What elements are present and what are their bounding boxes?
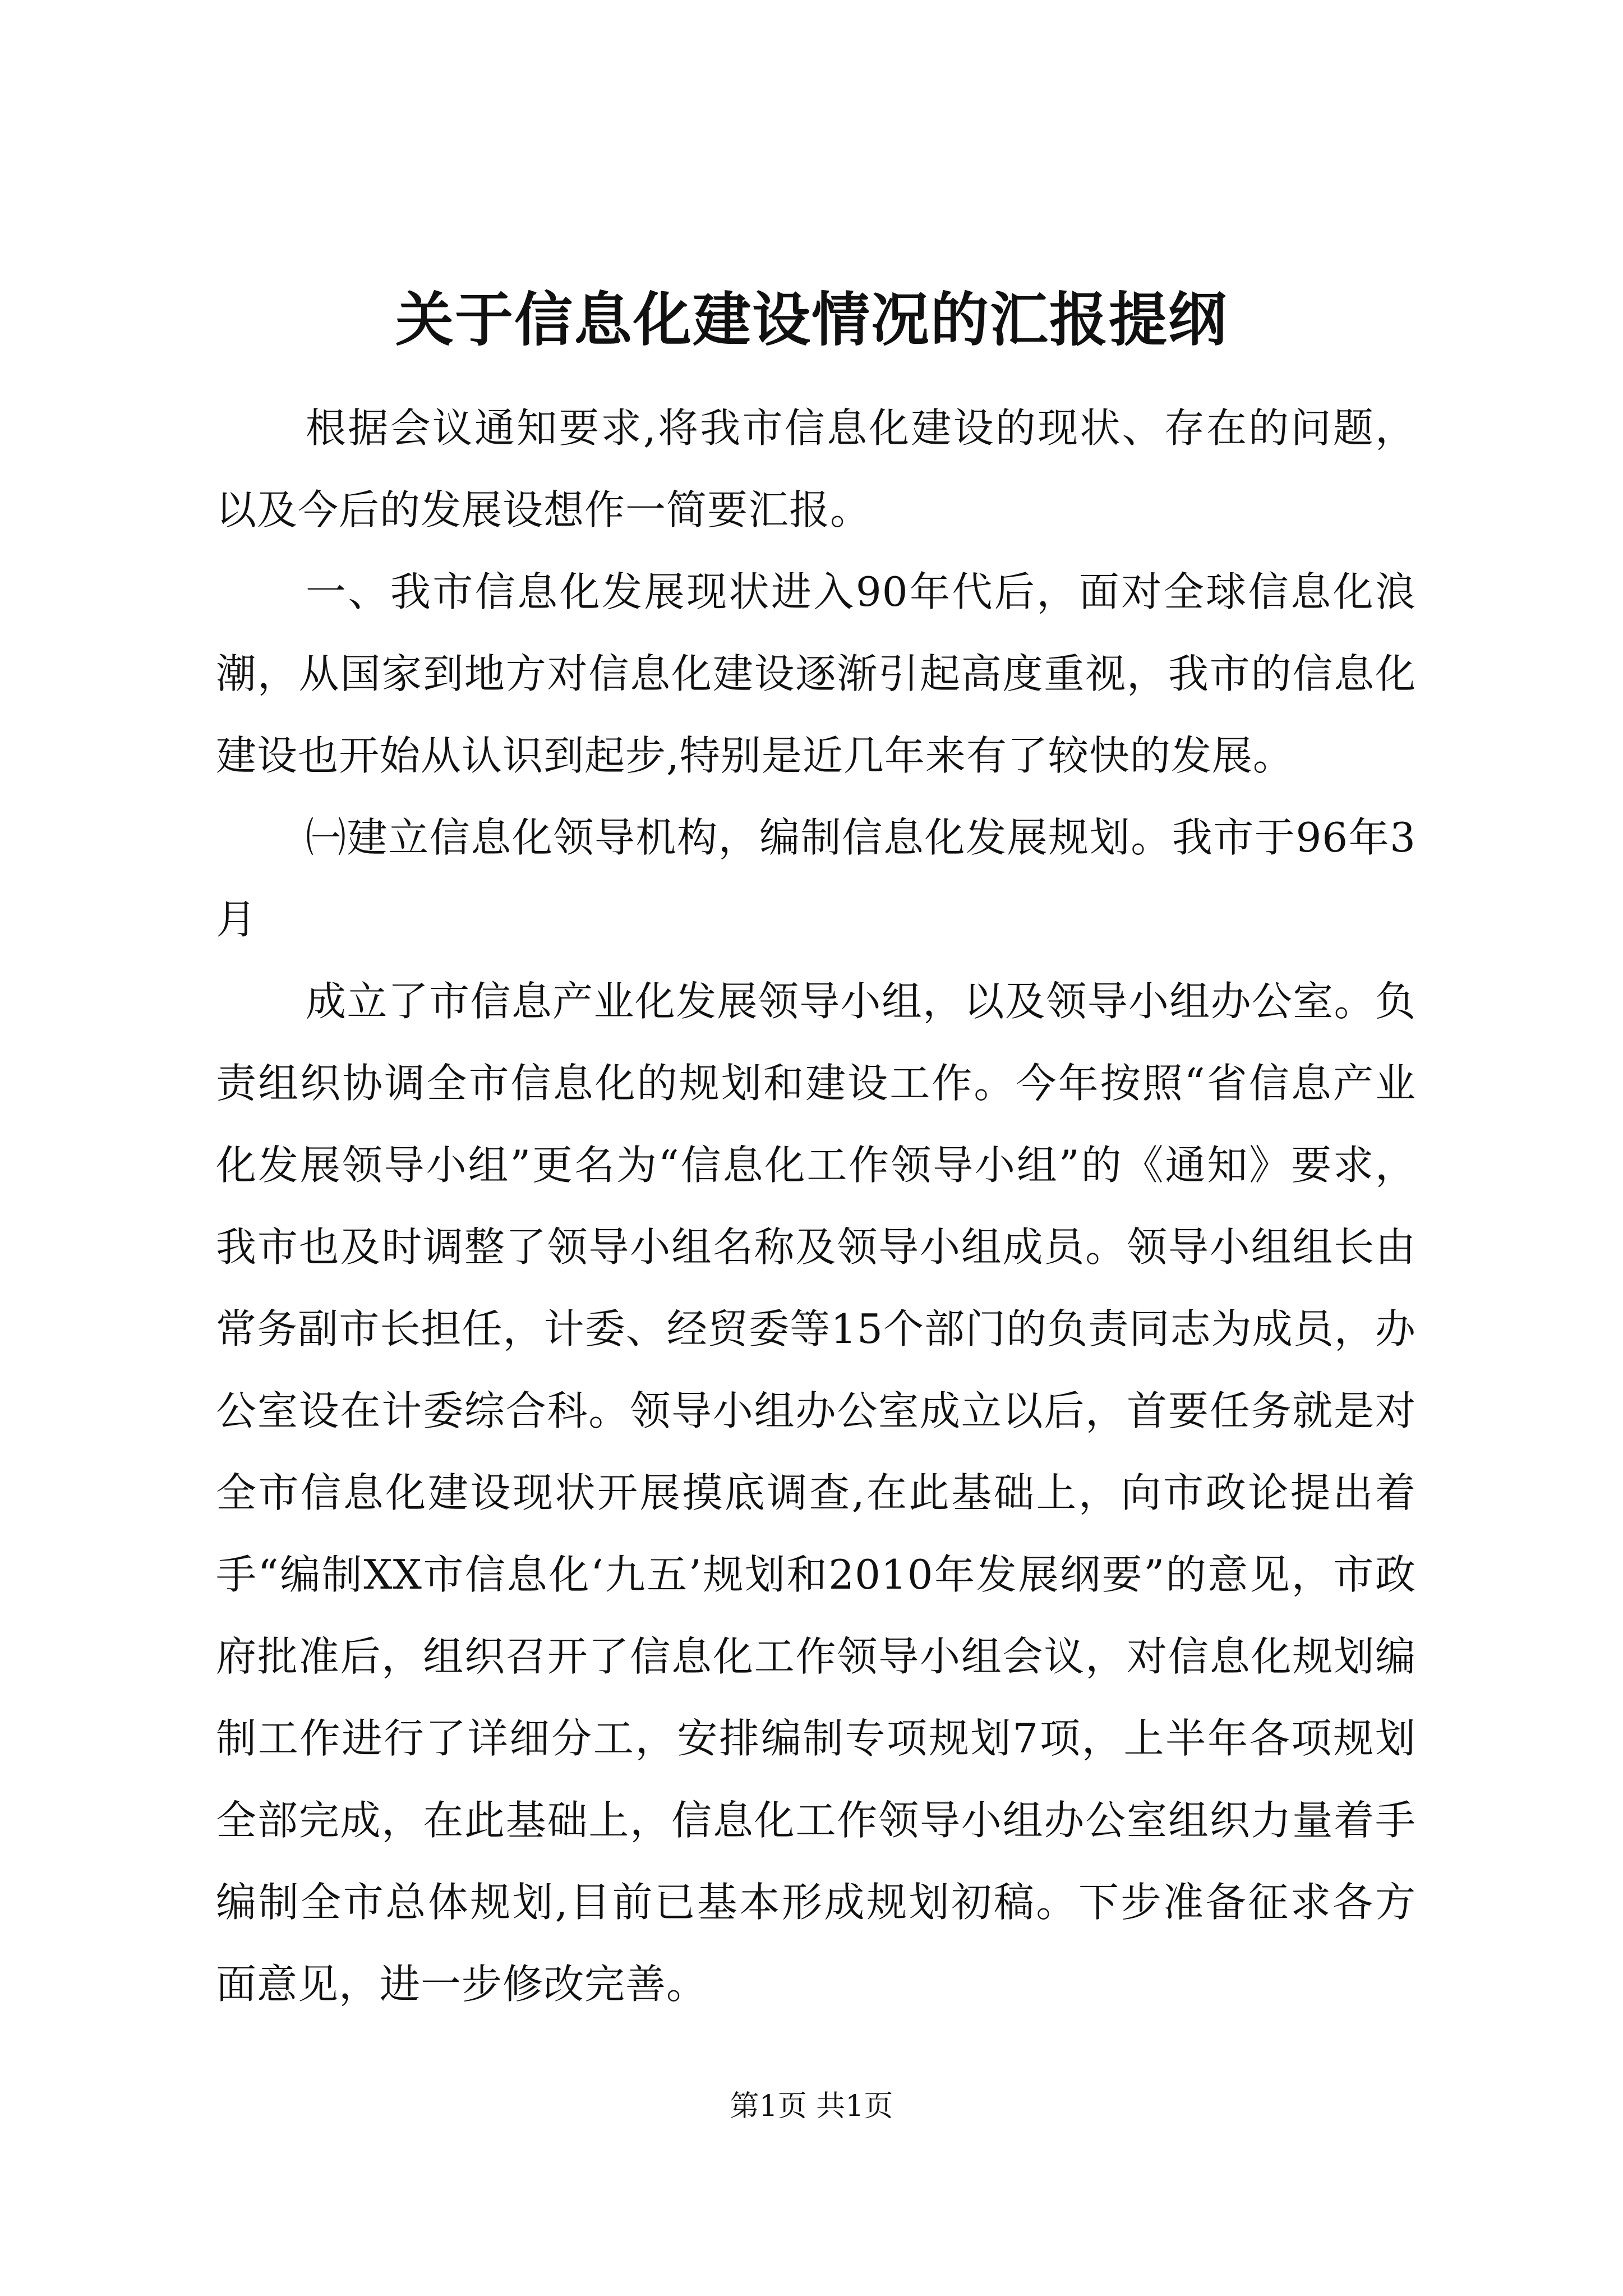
paragraph-subsection-one: ㈠建立信息化领导机构，编制信息化发展规划。我市于96年3月 (216, 814, 1416, 943)
document-body (216, 387, 1416, 2025)
page-number-footer: 第1页 共1页 (730, 2090, 893, 2123)
paragraph-section-one: 一、我市信息化发展现状进入90年代后，面对全球信息化浪潮，从国家到地方对信息化建设逐渐引起高度重视，我市的信息化建设也开始从认识到起步,特别是近几年来有了较快的发展。 (216, 568, 1416, 779)
document-title: 关于信息化建设情况的汇报提纲 (395, 285, 1228, 354)
paragraph-intro: 根据会议通知要求,将我市信息化建设的现状、存在的问题，以及今后的发展设想作一简要汇报。 (216, 404, 1416, 533)
paragraph-leadership-group: 成立了市信息产业化发展领导小组，以及领导小组办公室。负责组织协调全市信息化的规划和建设工作。今年按照“省信息产业化发展领导小组”更名为“信息化工作领导小组”的《通知》要求，我市也及时调整了领导小组名称及领导小组成员。领导小组组长由常务副市长担任，计委、经贸委等15个部门的负责同志为成员，办公室设在计委综合科。领导小组办公室成立以后，首要任务就是对全市信息化建设现状开展摸底调查,在此基础上，向市政论提出着手“编制XX市信息化‘九五’规划和2010年发展纲要”的意见，市政府批准后，组织召开了信息化工作领导小组会议，对信息化规划编制工作进行了详细分工，安排编制专项规划7项，上半年各项规划全部完成，在此基础上，信息化工作领导小组办公室组织力量着手编制全市总体规划,目前已基本形成规划初稿。下步准备征求各方面意见，进一步修改完善。 (216, 978, 1416, 2008)
